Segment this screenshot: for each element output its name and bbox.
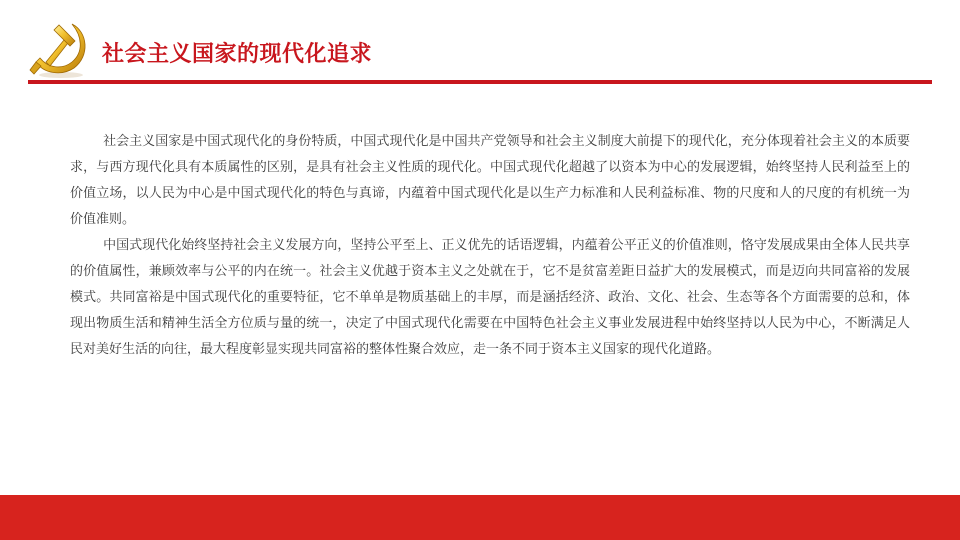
paragraph: 社会主义国家是中国式现代化的身份特质，中国式现代化是中国共产党领导和社会主义制度大前提下的现代化，充分体现着社会主义的本质要求，与西方现代化具有本质属性的区别，是具有社会主义性质的现代化。中国式现代化超越了以资本为中心的发展逻辑，始终坚持人民利益至上的价值立场，以人民为中心是中国式现代化的特色与真谛，内蕴着中国式现代化是以生产力标准和人民利益标准、物的尺度和人的尺度的有机统一为价值准则。	[70, 134, 910, 227]
body-text	[70, 129, 910, 363]
hammer-sickle-icon	[28, 18, 92, 80]
footer-band	[0, 495, 960, 540]
paragraph: 中国式现代化始终坚持社会主义发展方向，坚持公平至上、正义优先的话语逻辑，内蕴着公平正义的价值准则，恪守发展成果由全体人民共享的价值属性，兼顾效率与公平的内在统一。社会主义优越于资本主义之处就在于，它不是贫富差距日益扩大的发展模式，而是迈向共同富裕的发展模式。共同富裕是中国式现代化的重要特征，它不单单是物质基础上的丰厚，而是涵括经济、政治、文化、社会、生态等各个方面需要的总和，体现出物质生活和精神生活全方位质与量的统一，决定了中国式现代化需要在中国特色社会主义事业发展进程中始终坚持以人民为中心，不断满足人民对美好生活的向往，最大程度彰显实现共同富裕的整体性聚合效应，走一条不同于资本主义国家的现代化道路。	[70, 238, 910, 357]
title-divider	[28, 80, 932, 84]
page-title: 社会主义国家的现代化追求	[102, 42, 373, 67]
